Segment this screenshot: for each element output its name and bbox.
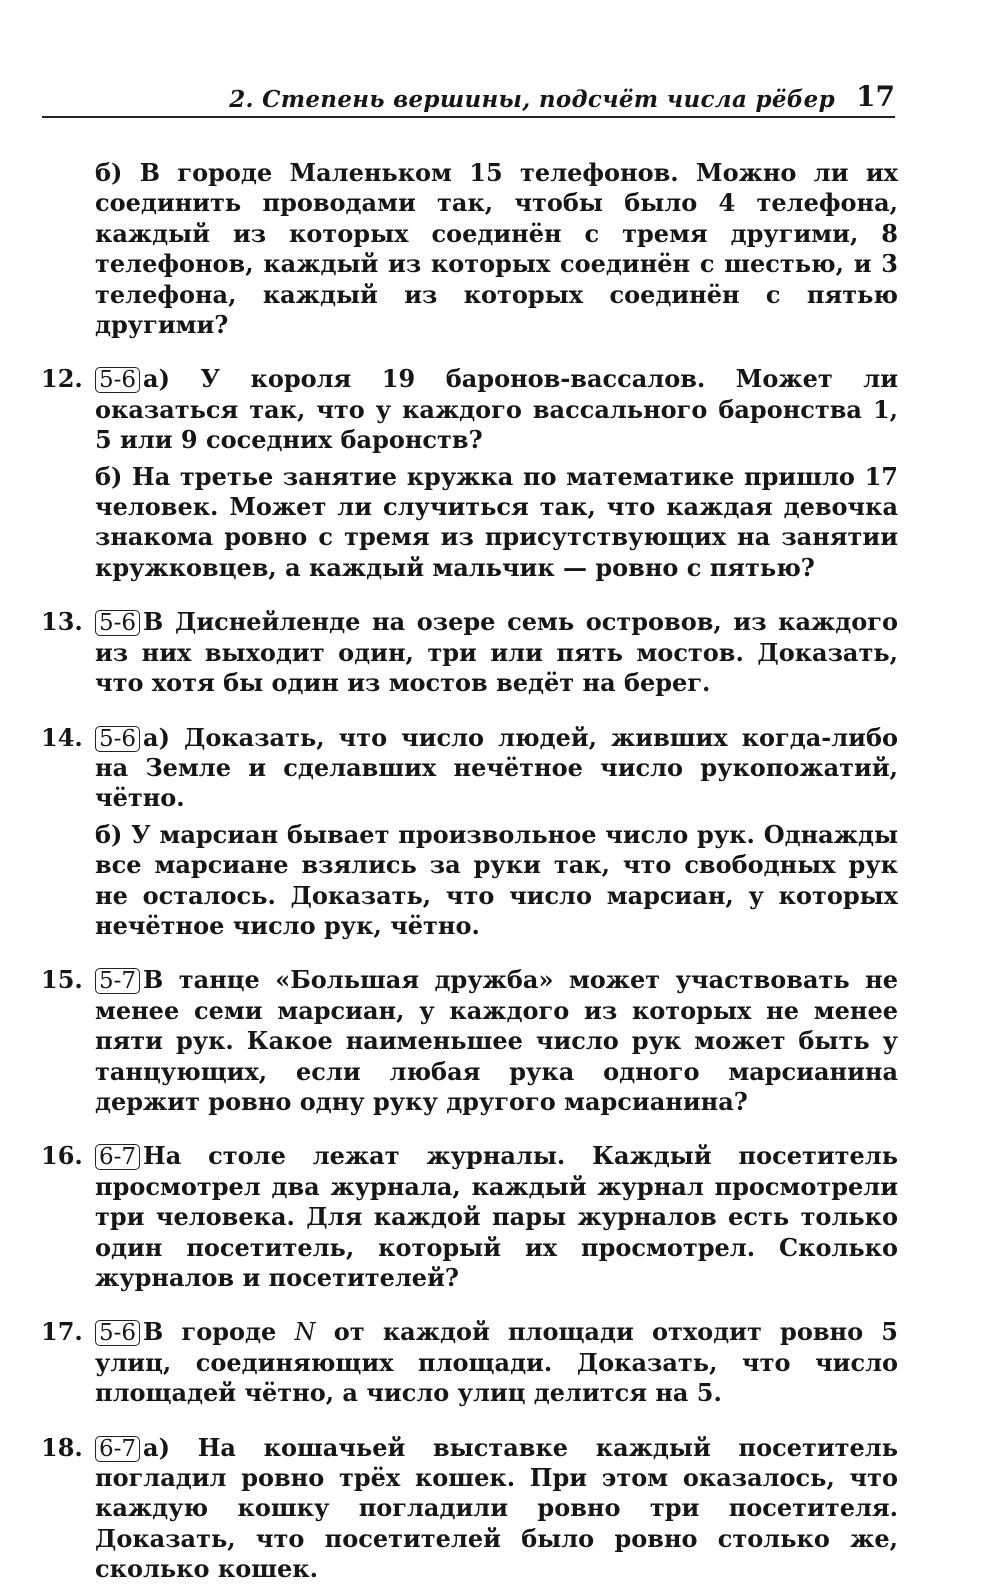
problem-14-part-b-block	[95, 820, 898, 942]
problem-17-number: 17.	[41, 1317, 83, 1347]
problem-14-part-a: а) Доказать, что число людей, живших когда-либо на Земле и сделавших нечётное число рукопожатий, чётно.	[95, 722, 898, 813]
problem-13	[41, 607, 898, 698]
problem-18-grade-badge: 6-7	[95, 1436, 140, 1462]
problem-list	[0, 158, 1000, 1585]
problem-12-grade-badge: 5-6	[95, 367, 140, 393]
problem-15-grade-badge: 5-7	[95, 968, 140, 994]
problem-18-part-a: а) На кошачьей выставке каждый посетитель погладил ровно трёх кошек. При этом оказалось, что каждую кошку погладили ровно три посетителя. Доказать, что посетителей было ровно столько же, сколько кошек.	[95, 1432, 898, 1584]
problem-16	[41, 1141, 898, 1293]
page-number: 17	[856, 80, 895, 113]
problem-18-number: 18.	[41, 1432, 83, 1462]
problem-14-number: 14.	[41, 722, 83, 752]
problem-14-grade-badge: 5-6	[95, 726, 140, 752]
problem-15-text: В танце «Большая дружба» может участвовать не менее семи марсиан, у каждого из которых не менее пяти рук. Какое наименьшее число рук может быть у танцующих, если любая рука одного марсианина держит ровно одну руку другого марсианина?	[95, 965, 898, 1116]
problem-13-text: В Диснейленде на озере семь островов, из каждого из них выходит один, три или пять мостов. Доказать, что хотя бы один из мостов ведёт на берег.	[95, 607, 898, 698]
problem-17-grade-badge: 5-6	[95, 1320, 140, 1346]
problem-18	[41, 1432, 898, 1585]
problem-15	[41, 965, 898, 1117]
problem-12-part-b-block	[95, 462, 898, 584]
problem-16-grade-badge: 6-7	[95, 1144, 140, 1170]
problem-12	[41, 364, 898, 455]
running-title: 2. Степень вершины, подсчёт числа рёбер	[229, 86, 835, 113]
problem-14	[41, 722, 898, 814]
problem-13-grade-badge: 5-6	[95, 610, 140, 636]
problem-11-part-b	[95, 158, 898, 340]
problem-12-part-a: а) У короля 19 баронов-вассалов. Может ли оказаться так, что у каждого вассального баронства 1, 5 или 9 соседних баронств?	[95, 364, 898, 455]
problem-12-part-b: б) На третье занятие кружка по математике пришло 17 человек. Может ли случиться так, что каждая девочка знакома ровно с тремя из присутствующих на занятии кружковцев, а каждый мальчик — ровно с пятью?	[95, 461, 898, 582]
problem-17-text-before: В городе	[143, 1317, 277, 1347]
problem-11-part-b-text: б) В городе Маленьком 15 телефонов. Можно ли их соединить проводами так, чтобы было 4 телефона, каждый из которых соединён с тремя другими, 8 телефонов, каждый из которых соединён с шестью, и 3 телефона, каждый из которых соединён с пятью другими?	[95, 158, 898, 340]
problem-16-number: 16.	[41, 1141, 83, 1171]
running-header	[42, 80, 895, 118]
problem-17	[41, 1317, 898, 1408]
problem-14-part-b: б) У марсиан бывает произвольное число рук. Однажды все марсиане взялись за руки так, что свободных рук не осталось. Доказать, что число марсиан, у которых нечётное число рук, чётно.	[95, 819, 898, 940]
problem-12-number: 12.	[41, 364, 83, 394]
problem-16-text: На столе лежат журналы. Каждый посетитель просмотрел два журнала, каждый журнал просмотрели три человека. Для каждой пары журналов есть только один посетитель, который их просмотрел. Сколько журналов и посетителей?	[95, 1141, 898, 1292]
problem-17-variable: N	[294, 1318, 316, 1347]
problem-15-number: 15.	[41, 965, 83, 995]
problem-17-text-after: от каждой площади отходит ровно 5 улиц, соединяющих площади. Доказать, что число площадей чётно, а число улиц делится на 5.	[95, 1317, 898, 1408]
problem-13-number: 13.	[41, 607, 83, 637]
